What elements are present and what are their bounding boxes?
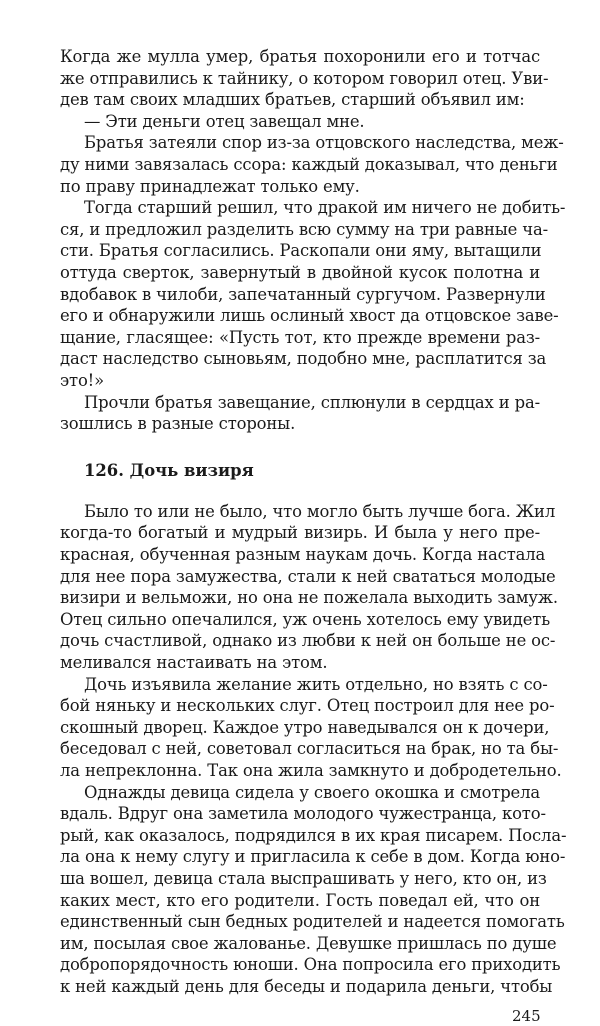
text-line: Было то или не было, что могло быть лучше бога. Жил [84, 501, 556, 521]
text-line: зошлись в разные стороны. [60, 414, 296, 434]
text-line: для нее пора замужества, стали к ней свататься молодые [60, 566, 556, 586]
text-line: Прочли братья завещание, сплюнули в сердцах и ра- [84, 392, 540, 412]
text-line: — Эти деньги отец завещал мне. [84, 111, 365, 131]
text-line: даст наследство сыновьям, подобно мне, расплатится за [60, 349, 547, 369]
text-line: визири и вельможи, но она не пожелала выходить замуж. [60, 588, 558, 608]
text-line: дочь счастливой, однако из любви к ней он больше не ос- [60, 631, 556, 651]
text-line: ду ними завязалась ссора: каждый доказывал, что деньги [60, 155, 558, 174]
text-line: добропорядочность юноши. Она попросила его приходить [60, 955, 561, 975]
text-line: Братья затеяли спор из-за отцовского наследства, меж- [84, 133, 564, 153]
text-line: каких мест, кто его родители. Гость поведал ей, что он [60, 890, 540, 910]
text-line: бой няньку и нескольких слуг. Отец построил для нее ро- [60, 696, 555, 716]
text-line: по праву принадлежат только ему. [60, 176, 360, 196]
text-line: Отец сильно опечалился, уж очень хотелось ему увидеть [60, 609, 550, 629]
text-line: красная, обученная разным наукам дочь. Когда настала [60, 545, 546, 564]
text-line: ла непреклонна. Так она жила замкнуто и добродетельно. [60, 761, 562, 780]
text-line: ша вошел, девица стала выспрашивать у него, кто он, из [60, 869, 547, 888]
text-line: его и обнаружили лишь ослиный хвост да отцовское заве- [60, 306, 559, 326]
text-line: единственный сын бедных родителей и надеется помогать [60, 912, 565, 932]
text-line: вдаль. Вдруг она заметила молодого чужестранца, кото- [60, 804, 546, 824]
text-line: дев там своих младших братьев, старший объявил им: [60, 90, 525, 110]
text-line: когда-то богатый и мудрый визирь. И была у него пре- [60, 523, 540, 543]
text-line: же отправились к тайнику, о котором говорил отец. Уви- [60, 68, 549, 88]
text-line: оттуда сверток, завернутый в двойной кусок полотна и [60, 263, 540, 282]
text-line: ся, и предложил разделить всю сумму на три равные ча- [60, 219, 548, 239]
text-line: к ней каждый день для беседы и подарила деньги, чтобы [60, 977, 553, 996]
text-line: ла она к нему слугу и пригласила к себе в дом. Когда юно- [60, 847, 566, 867]
text-line: рый, как оказалось, подрядился в их края писарем. Посла- [60, 825, 567, 845]
text-line: Дочь изъявила желание жить отдельно, но взять с со- [84, 674, 548, 694]
text-line: скошный дворец. Каждое утро наведывался он к дочери, [60, 717, 550, 737]
text-line: щание, гласящее: «Пусть тот, кто прежде времени раз- [60, 327, 540, 347]
text-line: это!» [60, 371, 104, 390]
text-line: беседовал с ней, советовал согласиться на брак, но та бы- [60, 739, 559, 759]
page-number: 245 [512, 1006, 541, 1025]
text-line: Тогда старший решил, что дракой им ничего не добить- [84, 198, 566, 218]
text-line: вдобавок в чилоби, запечатанный сургучом. Развернули [60, 284, 546, 304]
text-line: им, посылая свое жалованье. Девушке пришлась по душе [60, 933, 557, 953]
section-heading: 126. Дочь визиря [84, 460, 254, 480]
text-line: сти. Братья согласились. Раскопали они яму, вытащили [60, 241, 542, 261]
text-line: Однажды девица сидела у своего окошка и смотрела [84, 782, 540, 802]
text-line: меливался настаивать на этом. [60, 653, 328, 672]
text-line: Когда же мулла умер, братья похоронили его и тотчас [60, 47, 540, 66]
